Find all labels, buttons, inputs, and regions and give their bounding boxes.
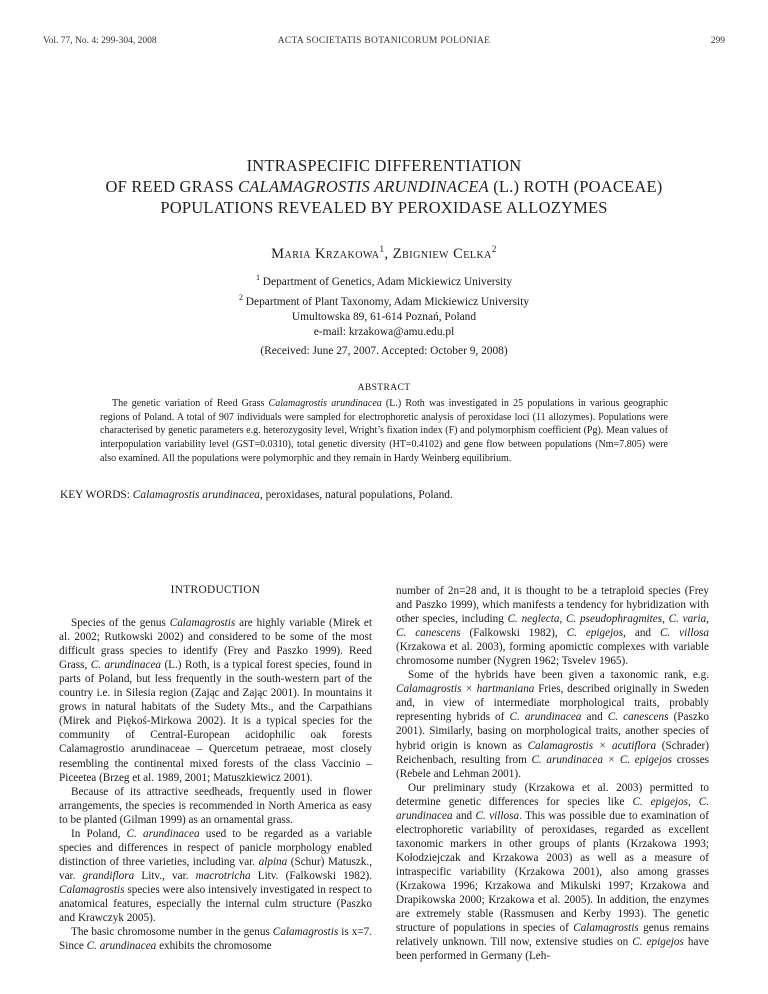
affiliation-1: $^1$ Department of Genetics, Adam Mickiewicz University	[255, 273, 513, 288]
paragraph: In Poland, C. arundinacea used to be regarded as a variable species and differences in respect of panicle morphology enabled distinction of three varieties, including var. alpina (Schur) Matuszk., var. grandiflora Litv., var. macrotricha Litv. (Falkowski 1982). Calamagrostis species were also intensively investigated in respect to anatomical features, especially the internal culm structure (Paszko and Krawczyk 2005).	[59, 827, 372, 925]
author-name: Maria Krzakowa	[271, 245, 380, 262]
affiliation-2: $^2$ Department of Plant Taxonomy, Adam Mickiewicz University	[238, 293, 530, 308]
title-line-2: OF REED GRASS CALAMAGROSTIS ARUNDINACEA (L.) ROTH (POACEAE)	[105, 177, 663, 196]
left-column	[59, 583, 372, 953]
paragraph: number of 2n=28 and, it is thought to be a tetraploid species (Frey and Paszko 1999), which manifests a tendency for hybridization with other species, including C. neglecta, C. pseudophragmites, C. varia, C. canescens (Falkowski 1982), C. epigejos, and C. villosa (Krzakowa et al. 2003), forming apomictic complexes with variable chromosome number (Nygren 1962; Tsvelev 1965).	[396, 585, 710, 668]
paragraph: Because of its attractive seedheads, frequently used in flower arrangements, the species is recommended in North America as easy to be planted (Gilman 1999) as an ornamental grass.	[59, 785, 372, 826]
title-line-3: POPULATIONS REVEALED BY PEROXIDASE ALLOZYMES	[160, 198, 608, 217]
paragraph: Our preliminary study (Krzakowa et al. 2003) permitted to determine genetic differences for species like C. epigejos, C. arundinacea and C. villosa. This was possible due to examination of electrophoretic variability of peroxidases, regarded as excellent taxonomic markers in other groups of plants (Krzakowa 1993; Kołodziejczak and Krzakowa 2003) as well as a measure of intraspecific variability (Krzakowa 2001), also among grasses (Krzakowa 1996; Krzakowa and Mikulski 1997; Krzakowa and Drapikowska 2000; Krzakowa et al. 2005). In addition, the enzymes are extremely stable (Rassmusen and Kerby 1993). The genetic structure of populations in species of Calamagrostis genus remains relatively unknown. Till now, extensive studies on C. epigejos have been performed in Germany (Leh-	[396, 781, 710, 963]
email-address: e-mail: krzakowa@amu.edu.pl	[313, 326, 455, 339]
affiliations	[0, 270, 768, 341]
paragraph: Species of the genus Calamagrostis are highly variable (Mirek et al. 2002; Rutkowski 2002) and considered to be some of the most difficult grass species to identify (Frey and Paszko 1999). Reed Grass, C. arundinacea (L.) Roth, is a typical forest species, found in parts of Poland, but less frequently in the south-western part of the country i.e. in Silesia region (Zając and Zając 2001). In mountains it grows in natural habitats of the Sudety Mts., and the Carpathians (Mirek and Piękoś-Mirkowa 2002). It is a typical species for the community of Central-European acidophilic oak forests Calamagrostio arundinaceae – Quercetum petraeae, most closely resembling the continental mixed forests of the class Vaccinio – Piceetea (Brzeg et al. 1989, 2001; Matuszkiewicz 2001).	[59, 617, 372, 784]
article-title	[60, 155, 708, 218]
right-column	[396, 584, 709, 963]
received-dates: (Received: June 27, 2007. Accepted: October 9, 2008)	[260, 345, 508, 357]
author-name: Zbigniew Celka	[392, 245, 492, 262]
journal-name: ACTA SOCIETATIS BOTANICORUM POLONIAE	[277, 36, 491, 46]
running-header	[43, 36, 725, 50]
abstract-heading: ABSTRACT	[357, 383, 411, 393]
paragraph: Some of the hybrids have been given a taxonomic rank, e.g. Calamagrostis × hartmaniana Fries, described originally in Sweden and, in view of intermediate morphological traits, probably representing hybrids of C. arundinacea and C. canescens (Paszko 2001). Similarly, basing on morphological traits, another species of hybrid origin is known as Calamagrostis × acutiflora (Schrader) Reichenbach, resulting from C. arundinacea × C. epigejos crosses (Rebele and Lehman 2001).	[396, 669, 710, 780]
journal-volume: Vol. 77, No. 4: 299-304, 2008	[43, 36, 157, 46]
paragraph: The basic chromosome number in the genus Calamagrostis is x=7. Since C. arundinacea exhibits the chromosome	[59, 926, 372, 953]
section-heading-introduction: INTRODUCTION	[170, 584, 261, 596]
keywords: KEY WORDS: Calamagrostis arundinacea, peroxidases, natural populations, Poland.	[60, 489, 453, 501]
author-list: Maria Krzakowa$^1$, Zbigniew Celka$^2$	[271, 244, 497, 262]
abstract-text: The genetic variation of Reed Grass Calamagrostis arundinacea (L.) Roth was investigated in 25 populations in various geographic regions of Poland. A total of 907 individuals were sampled for electrophoretic analysis of peroxidase loci (11 allozymes). Populations were characterised by genetic parameters e.g. heterozygosity level, Wright’s fixation index (F) and polymorphism coefficient (Pg). Mean values of interpopulation variability level (GST=0.0310), total genetic diversity (HT=0.4102) and gene flow between populations (Nm=7.805) were also examined. All the populations were polymorphic and they remain in Hardy Weinberg equilibrium.	[100, 398, 668, 464]
postal-address: Umultowska 89, 61-614 Poznań, Poland	[291, 311, 477, 324]
page-number: 299	[710, 36, 725, 46]
title-line-1: INTRASPECIFIC DIFFERENTIATION	[246, 156, 522, 175]
